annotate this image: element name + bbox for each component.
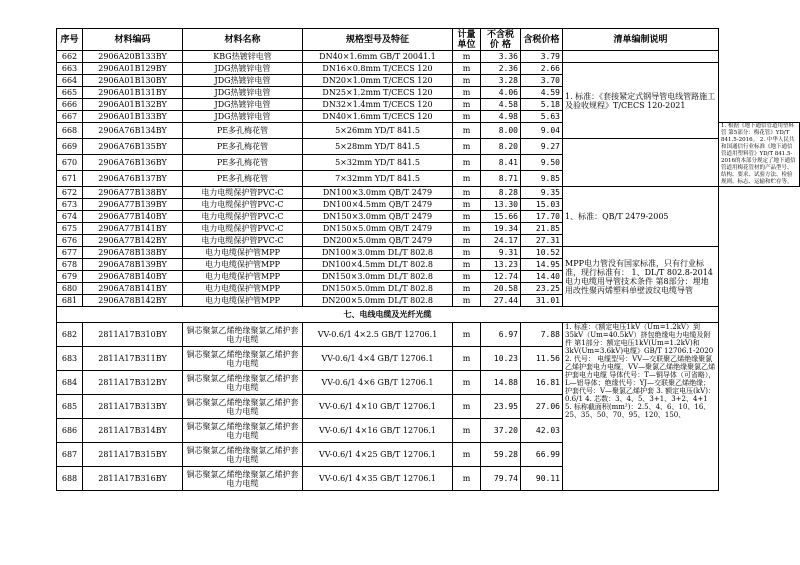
- remark-pe: 1. 根据《地下通信管道用塑料管 第5部分：梅花管》YD/T 841.5-2016。 2. 中华人民共和国通信行业标准《地下通信管道用塑料管》YD/T 841.5-2016的本部分规定了地下通信管道用梅花管材的产品型号、结构、要求、试验方法、检验规则、标志、运输和贮存等。: [719, 123, 800, 187]
- table-row: [57, 323, 800, 347]
- spec: DN100×4.5mm QB/T 2479: [303, 199, 453, 211]
- row-no: 680: [57, 283, 83, 295]
- price-incl-tax: 10.52: [521, 247, 563, 259]
- header-code: 材料编码: [83, 29, 183, 51]
- price-incl-tax: 9.27: [521, 139, 563, 155]
- price-excl-tax: 27.44: [481, 295, 521, 307]
- price-incl-tax: 14.95: [521, 259, 563, 271]
- row-no: 673: [57, 199, 83, 211]
- spec: VV-0.6/1 4×25 GB/T 12706.1: [303, 443, 453, 467]
- material-name: PE多孔梅花管: [183, 171, 303, 187]
- row-no: 678: [57, 259, 83, 271]
- unit: m: [453, 283, 481, 295]
- unit: m: [453, 371, 481, 395]
- header-price-in: 含税价格: [521, 29, 563, 51]
- material-price-table: [56, 28, 800, 491]
- spec: VV-0.6/1 4×16 GB/T 12706.1: [303, 419, 453, 443]
- price-incl-tax: 31.01: [521, 295, 563, 307]
- material-code: 2906A76B136BY: [83, 155, 183, 171]
- unit: m: [453, 87, 481, 99]
- row-no: 668: [57, 123, 83, 139]
- remark-mpp: MPP电力管没有国家标准，只有行业标准，现行标准有： 1、DL/T 802.8-2014 电力电缆用导管技术条件 第8部分：埋地用改性聚丙烯塑料单壁波纹电缆导管: [563, 247, 719, 307]
- material-name: 铜芯聚氯乙烯绝缘聚氯乙烯护套电力电缆: [183, 395, 303, 419]
- unit: m: [453, 171, 481, 187]
- spec: DN150×5.0mm DL/T 802.8: [303, 283, 453, 295]
- material-code: 2906A76B135BY: [83, 139, 183, 155]
- unit: m: [453, 259, 481, 271]
- material-code: 2906A77B138BY: [83, 187, 183, 199]
- spec: DN150×5.0mm QB/T 2479: [303, 223, 453, 235]
- unit: m: [453, 295, 481, 307]
- unit: m: [453, 139, 481, 155]
- table-row: [57, 171, 800, 187]
- material-name: PE多孔梅花管: [183, 155, 303, 171]
- price-incl-tax: 42.03: [521, 419, 563, 443]
- row-no: 667: [57, 111, 83, 123]
- spec: DN100×3.0mm QB/T 2479: [303, 187, 453, 199]
- material-code: 2906A76B134BY: [83, 123, 183, 139]
- unit: m: [453, 199, 481, 211]
- material-code: 2906A77B139BY: [83, 199, 183, 211]
- header-no: 序号: [57, 29, 83, 51]
- material-name: JDG热镀锌电管: [183, 99, 303, 111]
- spec: DN150×3.0mm QB/T 2479: [303, 211, 453, 223]
- price-excl-tax: 2.36: [481, 63, 521, 75]
- row-no: 664: [57, 75, 83, 87]
- material-name: 电力电缆保护管PVC-C: [183, 187, 303, 199]
- unit: m: [453, 443, 481, 467]
- price-excl-tax: 3.36: [481, 51, 521, 63]
- unit: m: [453, 99, 481, 111]
- row-no: 688: [57, 467, 83, 491]
- row-no: 679: [57, 271, 83, 283]
- material-code: 2906A01B130BY: [83, 75, 183, 87]
- material-code: 2811A17B313BY: [83, 395, 183, 419]
- table-body-cables: [57, 323, 800, 491]
- row-no: 676: [57, 235, 83, 247]
- price-incl-tax: 9.35: [521, 187, 563, 199]
- row-no: 683: [57, 347, 83, 371]
- material-code: 2811A17B310BY: [83, 323, 183, 347]
- price-incl-tax: 11.56: [521, 347, 563, 371]
- price-excl-tax: 8.00: [481, 123, 521, 139]
- spec: 5×28mm YD/T 841.5: [303, 139, 453, 155]
- header-row: [57, 29, 800, 51]
- price-excl-tax: 13.23: [481, 259, 521, 271]
- price-excl-tax: 8.28: [481, 187, 521, 199]
- section-row: [57, 307, 800, 323]
- row-no: 666: [57, 99, 83, 111]
- remark-jdg: 1. 标准：《套接紧定式钢导管电线管路施工及验收规程》T/CECS 120-2021: [563, 63, 719, 139]
- material-code: 2906A78B139BY: [83, 259, 183, 271]
- unit: m: [453, 419, 481, 443]
- price-excl-tax: 15.66: [481, 211, 521, 223]
- unit: m: [453, 271, 481, 283]
- price-excl-tax: 37.20: [481, 419, 521, 443]
- header-spec: 规格型号及特征: [303, 29, 453, 51]
- price-excl-tax: 4.98: [481, 111, 521, 123]
- row-no: 685: [57, 395, 83, 419]
- material-name: 电力电缆保护管PVC-C: [183, 223, 303, 235]
- remark-pvc: 1、标准：QB/T 2479-2005: [563, 187, 719, 247]
- material-name: JDG热镀锌电管: [183, 75, 303, 87]
- unit: m: [453, 111, 481, 123]
- unit: m: [453, 75, 481, 87]
- price-incl-tax: 90.11: [521, 467, 563, 491]
- row-no: 675: [57, 223, 83, 235]
- price-incl-tax: 27.06: [521, 395, 563, 419]
- row-no: 684: [57, 371, 83, 395]
- price-incl-tax: 7.88: [521, 323, 563, 347]
- header-price-ex: 不含税价 格: [481, 29, 521, 51]
- material-code: 2811A17B312BY: [83, 371, 183, 395]
- material-name: PE多孔梅花管: [183, 139, 303, 155]
- price-incl-tax: 9.85: [521, 171, 563, 187]
- row-no: 665: [57, 87, 83, 99]
- price-excl-tax: 24.17: [481, 235, 521, 247]
- spec: 5×26mm YD/T 841.5: [303, 123, 453, 139]
- row-no: 677: [57, 247, 83, 259]
- material-name: 电力电缆保护管MPP: [183, 295, 303, 307]
- price-excl-tax: 9.31: [481, 247, 521, 259]
- header-remark: 清单编制说明: [563, 29, 719, 51]
- material-name: 铜芯聚氯乙烯绝缘聚氯乙烯护套电力电缆: [183, 467, 303, 491]
- price-incl-tax: 16.81: [521, 371, 563, 395]
- material-name: 电力电缆保护管PVC-C: [183, 199, 303, 211]
- material-code: 2811A17B315BY: [83, 443, 183, 467]
- spec: DN150×3.0mm DL/T 802.8: [303, 271, 453, 283]
- material-code: 2906A20B133BY: [83, 51, 183, 63]
- price-excl-tax: 14.88: [481, 371, 521, 395]
- material-code: 2906A77B141BY: [83, 223, 183, 235]
- spec: 7×32mm YD/T 841.5: [303, 171, 453, 187]
- spec: DN200×5.0mm DL/T 802.8: [303, 295, 453, 307]
- material-code: 2906A01B132BY: [83, 99, 183, 111]
- price-excl-tax: 4.58: [481, 99, 521, 111]
- row-no: 681: [57, 295, 83, 307]
- material-name: 电力电缆保护管MPP: [183, 283, 303, 295]
- row-no: 686: [57, 419, 83, 443]
- price-incl-tax: 14.40: [521, 271, 563, 283]
- price-excl-tax: 6.97: [481, 323, 521, 347]
- unit: m: [453, 467, 481, 491]
- spec: DN40×1.6mm T/CECS 120: [303, 111, 453, 123]
- price-incl-tax: 5.18: [521, 99, 563, 111]
- material-name: 铜芯聚氯乙烯绝缘聚氯乙烯护套电力电缆: [183, 419, 303, 443]
- row-no: 687: [57, 443, 83, 467]
- remark-cable: 1. 标准：《额定电压1kV（Um=1.2kV）到35kV（Um=40.5kV）挤包绝缘电力电缆及附件 第1部分：额定电压1kV(Um=1.2kV)和3kV(Um=3.6kV)电缆》GB/T 12706.1-2020 2. 代号： 电缆型号：VV—交联聚乙烯绝缘聚氯乙烯护套电力电缆，VV—聚氯乙烯绝缘聚氯乙烯护套电力电缆 导体代号：T—铜导体（可省略），L—铝导体；绝缘代号：YJ—交联聚乙烯绝缘； 护套代号：V—聚氯乙烯护套 3. 额定电压(kV)：0.6/1 4. 芯数：3、4、5、3+1、3+2、4+1 5. 标称截面积(mm²)：2.5、4、6、10、16、25、35、50、70、95、120、150、: [563, 323, 719, 491]
- spec: DN100×4.5mm DL/T 802.8: [303, 259, 453, 271]
- price-excl-tax: 13.30: [481, 199, 521, 211]
- price-excl-tax: 79.74: [481, 467, 521, 491]
- remark-empty: [563, 51, 719, 63]
- spec: DN25×1.2mm T/CECS 120: [303, 87, 453, 99]
- spec: DN100×3.0mm DL/T 802.8: [303, 247, 453, 259]
- unit: m: [453, 123, 481, 139]
- material-name: 铜芯聚氯乙烯绝缘聚氯乙烯护套电力电缆: [183, 347, 303, 371]
- spec: VV-0.6/1 4×6 GB/T 12706.1: [303, 371, 453, 395]
- price-excl-tax: 8.41: [481, 155, 521, 171]
- material-code: 2906A01B131BY: [83, 87, 183, 99]
- price-incl-tax: 4.59: [521, 87, 563, 99]
- table-body-conduits: [57, 51, 800, 307]
- material-code: 2811A17B311BY: [83, 347, 183, 371]
- row-no: 662: [57, 51, 83, 63]
- price-excl-tax: 12.74: [481, 271, 521, 283]
- spec: DN20×1.0mm T/CECS 120: [303, 75, 453, 87]
- unit: m: [453, 347, 481, 371]
- table-row: [57, 155, 800, 171]
- price-incl-tax: 23.25: [521, 283, 563, 295]
- material-name: JDG热镀锌电管: [183, 63, 303, 75]
- price-incl-tax: 9.50: [521, 155, 563, 171]
- spec: VV-0.6/1 4×35 GB/T 12706.1: [303, 467, 453, 491]
- price-incl-tax: 3.79: [521, 51, 563, 63]
- row-no: 670: [57, 155, 83, 171]
- material-name: 电力电缆保护管MPP: [183, 259, 303, 271]
- price-incl-tax: 21.85: [521, 223, 563, 235]
- material-name: 电力电缆保护管PVC-C: [183, 235, 303, 247]
- material-name: 电力电缆保护管PVC-C: [183, 211, 303, 223]
- spec: DN16×0.8mm T/CECS 120: [303, 63, 453, 75]
- spec: VV-0.6/1 4×2.5 GB/T 12706.1: [303, 323, 453, 347]
- spec: DN200×5.0mm QB/T 2479: [303, 235, 453, 247]
- unit: m: [453, 323, 481, 347]
- spec: DN40×1.6mm GB/T 20041.1: [303, 51, 453, 63]
- price-incl-tax: 9.04: [521, 123, 563, 139]
- unit: m: [453, 247, 481, 259]
- material-code: 2906A77B142BY: [83, 235, 183, 247]
- price-excl-tax: 19.34: [481, 223, 521, 235]
- material-name: 电力电缆保护管MPP: [183, 271, 303, 283]
- row-no: 672: [57, 187, 83, 199]
- price-excl-tax: 8.20: [481, 139, 521, 155]
- price-incl-tax: 17.70: [521, 211, 563, 223]
- row-no: 663: [57, 63, 83, 75]
- material-name: JDG热镀锌电管: [183, 87, 303, 99]
- material-code: 2906A77B140BY: [83, 211, 183, 223]
- material-code: 2906A76B137BY: [83, 171, 183, 187]
- spec: VV-0.6/1 4×4 GB/T 12706.1: [303, 347, 453, 371]
- section-header: [57, 307, 800, 323]
- material-name: 铜芯聚氯乙烯绝缘聚氯乙烯护套电力电缆: [183, 323, 303, 347]
- unit: m: [453, 187, 481, 199]
- price-excl-tax: 8.71: [481, 171, 521, 187]
- price-incl-tax: 27.31: [521, 235, 563, 247]
- row-no: 669: [57, 139, 83, 155]
- material-code: 2906A01B129BY: [83, 63, 183, 75]
- table-row: [57, 51, 800, 63]
- row-no: 671: [57, 171, 83, 187]
- price-excl-tax: 4.06: [481, 87, 521, 99]
- material-name: JDG热镀锌电管: [183, 111, 303, 123]
- unit: m: [453, 63, 481, 75]
- material-name: 电力电缆保护管MPP: [183, 247, 303, 259]
- price-incl-tax: 3.70: [521, 75, 563, 87]
- spec: VV-0.6/1 4×10 GB/T 12706.1: [303, 395, 453, 419]
- unit: m: [453, 235, 481, 247]
- header-name: 材料名称: [183, 29, 303, 51]
- price-incl-tax: 15.03: [521, 199, 563, 211]
- material-code: 2906A78B138BY: [83, 247, 183, 259]
- unit: m: [453, 155, 481, 171]
- price-excl-tax: 3.28: [481, 75, 521, 87]
- table-row: [57, 247, 800, 259]
- spec: 5×32mm YD/T 841.5: [303, 155, 453, 171]
- unit: m: [453, 211, 481, 223]
- material-name: KBG热镀锌电管: [183, 51, 303, 63]
- table-row: [57, 139, 800, 155]
- price-excl-tax: 23.95: [481, 395, 521, 419]
- spec: DN32×1.4mm T/CECS 120: [303, 99, 453, 111]
- price-incl-tax: 66.99: [521, 443, 563, 467]
- material-code: 2811A17B316BY: [83, 467, 183, 491]
- unit: m: [453, 395, 481, 419]
- price-incl-tax: 2.66: [521, 63, 563, 75]
- material-code: 2811A17B314BY: [83, 419, 183, 443]
- header-unit: 计量单位: [453, 29, 481, 51]
- unit: m: [453, 223, 481, 235]
- material-code: 2906A78B142BY: [83, 295, 183, 307]
- material-name: 铜芯聚氯乙烯绝缘聚氯乙烯护套电力电缆: [183, 443, 303, 467]
- unit: m: [453, 51, 481, 63]
- table-row: [57, 63, 800, 75]
- material-name: 铜芯聚氯乙烯绝缘聚氯乙烯护套电力电缆: [183, 371, 303, 395]
- material-code: 2906A78B140BY: [83, 271, 183, 283]
- material-code: 2906A78B141BY: [83, 283, 183, 295]
- price-excl-tax: 10.23: [481, 347, 521, 371]
- price-excl-tax: 59.28: [481, 443, 521, 467]
- price-incl-tax: 5.63: [521, 111, 563, 123]
- table-row: [57, 187, 800, 199]
- material-code: 2906A01B133BY: [83, 111, 183, 123]
- row-no: 674: [57, 211, 83, 223]
- material-name: PE多孔梅花管: [183, 123, 303, 139]
- price-excl-tax: 20.58: [481, 283, 521, 295]
- row-no: 682: [57, 323, 83, 347]
- section-title: 七、电线电缆及光纤光缆: [57, 307, 719, 323]
